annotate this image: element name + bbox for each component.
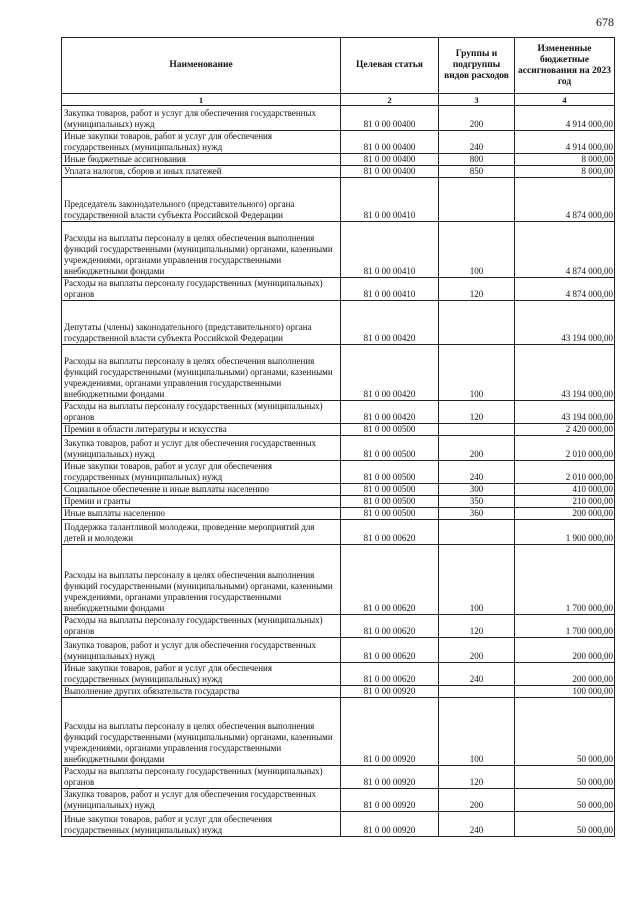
row-target-code: 81 0 00 00400: [341, 154, 439, 166]
row-target-code: 81 0 00 00410: [341, 222, 439, 278]
row-amount: 4 874 000,00: [515, 222, 615, 278]
table-row: [62, 520, 615, 545]
row-amount: 200 000,00: [515, 508, 615, 520]
row-target-code: 81 0 00 00500: [341, 424, 439, 436]
row-name: Закупка товаров, работ и услуг для обеспечения государственных (муниципальных) нужд: [62, 638, 341, 663]
row-amount: 43 194 000,00: [515, 301, 615, 345]
row-name: Иные закупки товаров, работ и услуг для обеспечения государственных (муниципальных) нужд: [62, 131, 341, 154]
row-target-code: 81 0 00 00920: [341, 686, 439, 698]
row-name: Расходы на выплаты персоналу государственных (муниципальных) органов: [62, 615, 341, 638]
row-group-code: 120: [439, 401, 515, 424]
table-row: [62, 766, 615, 789]
row-target-code: 81 0 00 00920: [341, 766, 439, 789]
row-target-code: 81 0 00 00400: [341, 166, 439, 178]
header-amount: Измененные бюджетные ассигнования на 2023 год: [515, 38, 615, 94]
row-group-code: 200: [439, 436, 515, 461]
row-group-code: 120: [439, 615, 515, 638]
row-group-code: 850: [439, 166, 515, 178]
column-number: 3: [439, 94, 515, 106]
row-group-code: 350: [439, 496, 515, 508]
row-group-code: 800: [439, 154, 515, 166]
table-row: [62, 345, 615, 401]
row-name: Председатель законодательного (представительного) органа государственной власти субъекта Российской Федерации: [62, 178, 341, 222]
row-amount: 50 000,00: [515, 766, 615, 789]
row-amount: 4 914 000,00: [515, 106, 615, 131]
header-row: [62, 38, 615, 94]
row-name: Расходы на выплаты персоналу в целях обеспечения выполнения функций государственными (муниципальными) органами, казенными учреждениями, органами управления государственными внебюджетными фондами: [62, 222, 341, 278]
row-target-code: 81 0 00 00420: [341, 345, 439, 401]
row-target-code: 81 0 00 00500: [341, 508, 439, 520]
header-name: Наименование: [62, 38, 341, 94]
table-row: [62, 222, 615, 278]
row-amount: 410 000,00: [515, 484, 615, 496]
row-target-code: 81 0 00 00400: [341, 131, 439, 154]
row-name: Поддержка талантливой молодежи, проведение мероприятий для детей и молодежи: [62, 520, 341, 545]
table-row: [62, 166, 615, 178]
row-amount: 50 000,00: [515, 698, 615, 766]
row-amount: 2 010 000,00: [515, 461, 615, 484]
row-name: Закупка товаров, работ и услуг для обеспечения государственных (муниципальных) нужд: [62, 789, 341, 812]
row-amount: 1 900 000,00: [515, 520, 615, 545]
row-group-code: 200: [439, 789, 515, 812]
table-row: [62, 698, 615, 766]
table-row: [62, 484, 615, 496]
budget-table: [61, 37, 615, 837]
row-target-code: 81 0 00 00920: [341, 698, 439, 766]
row-amount: 43 194 000,00: [515, 401, 615, 424]
row-group-code: 200: [439, 638, 515, 663]
row-target-code: 81 0 00 00420: [341, 401, 439, 424]
row-name: Расходы на выплаты персоналу государственных (муниципальных) органов: [62, 278, 341, 301]
row-amount: 50 000,00: [515, 812, 615, 837]
row-group-code: [439, 178, 515, 222]
row-group-code: 300: [439, 484, 515, 496]
table-row: [62, 615, 615, 638]
row-amount: 200 000,00: [515, 663, 615, 686]
row-amount: 4 874 000,00: [515, 178, 615, 222]
row-group-code: 120: [439, 766, 515, 789]
row-target-code: 81 0 00 00500: [341, 496, 439, 508]
row-name: Расходы на выплаты персоналу в целях обеспечения выполнения функций государственными (муниципальными) органами, казенными учреждениями, органами управления государственными внебюджетными фондами: [62, 345, 341, 401]
row-group-code: 240: [439, 663, 515, 686]
row-amount: 8 000,00: [515, 166, 615, 178]
row-name: Премии в области литературы и искусства: [62, 424, 341, 436]
row-target-code: 81 0 00 00410: [341, 178, 439, 222]
header-target: Целевая статья: [341, 38, 439, 94]
row-target-code: 81 0 00 00920: [341, 812, 439, 837]
row-group-code: 100: [439, 345, 515, 401]
row-amount: 2 420 000,00: [515, 424, 615, 436]
table-row: [62, 461, 615, 484]
row-target-code: 81 0 00 00620: [341, 638, 439, 663]
table-row: [62, 508, 615, 520]
row-group-code: 100: [439, 698, 515, 766]
row-group-code: 120: [439, 278, 515, 301]
row-name: Выполнение других обязательств государства: [62, 686, 341, 698]
row-group-code: 360: [439, 508, 515, 520]
table-body: [62, 106, 615, 837]
table-row: [62, 789, 615, 812]
table-row: [62, 106, 615, 131]
row-name: Расходы на выплаты персоналу государственных (муниципальных) органов: [62, 766, 341, 789]
row-target-code: 81 0 00 00400: [341, 106, 439, 131]
table-row: [62, 178, 615, 222]
table-row: [62, 278, 615, 301]
row-amount: 1 700 000,00: [515, 545, 615, 615]
row-amount: 4 914 000,00: [515, 131, 615, 154]
row-amount: 200 000,00: [515, 638, 615, 663]
table-row: [62, 496, 615, 508]
table-row: [62, 545, 615, 615]
table-row: [62, 424, 615, 436]
row-target-code: 81 0 00 00620: [341, 663, 439, 686]
row-group-code: 240: [439, 131, 515, 154]
column-number: 4: [515, 94, 615, 106]
table-row: [62, 154, 615, 166]
row-group-code: 240: [439, 461, 515, 484]
row-name: Уплата налогов, сборов и иных платежей: [62, 166, 341, 178]
row-name: Иные закупки товаров, работ и услуг для обеспечения государственных (муниципальных) нужд: [62, 461, 341, 484]
column-number: 2: [341, 94, 439, 106]
row-target-code: 81 0 00 00920: [341, 789, 439, 812]
row-name: Иные выплаты населению: [62, 508, 341, 520]
row-group-code: [439, 520, 515, 545]
row-group-code: [439, 301, 515, 345]
row-name: Расходы на выплаты персоналу в целях обеспечения выполнения функций государственными (муниципальными) органами, казенными учреждениями, органами управления государственными внебюджетными фондами: [62, 545, 341, 615]
row-target-code: 81 0 00 00620: [341, 545, 439, 615]
row-amount: 100 000,00: [515, 686, 615, 698]
row-group-code: 100: [439, 545, 515, 615]
table-row: [62, 401, 615, 424]
table-row: [62, 436, 615, 461]
page-number: 678: [596, 15, 614, 29]
row-name: Закупка товаров, работ и услуг для обеспечения государственных (муниципальных) нужд: [62, 436, 341, 461]
row-target-code: 81 0 00 00500: [341, 461, 439, 484]
row-amount: 8 000,00: [515, 154, 615, 166]
row-target-code: 81 0 00 00420: [341, 301, 439, 345]
row-amount: 4 874 000,00: [515, 278, 615, 301]
row-name: Иные закупки товаров, работ и услуг для обеспечения государственных (муниципальных) нужд: [62, 663, 341, 686]
table-row: [62, 301, 615, 345]
row-name: Расходы на выплаты персоналу государственных (муниципальных) органов: [62, 401, 341, 424]
row-name: Социальное обеспечение и иные выплаты населению: [62, 484, 341, 496]
row-amount: 2 010 000,00: [515, 436, 615, 461]
row-name: Иные закупки товаров, работ и услуг для обеспечения государственных (муниципальных) нужд: [62, 812, 341, 837]
row-name: Закупка товаров, работ и услуг для обеспечения государственных (муниципальных) нужд: [62, 106, 341, 131]
table-row: [62, 686, 615, 698]
row-name: Премии и гранты: [62, 496, 341, 508]
row-group-code: 200: [439, 106, 515, 131]
row-group-code: [439, 686, 515, 698]
row-target-code: 81 0 00 00620: [341, 520, 439, 545]
row-name: Депутаты (члены) законодательного (представительного) органа государственной власти субъекта Российской Федерации: [62, 301, 341, 345]
row-group-code: [439, 424, 515, 436]
row-amount: 210 000,00: [515, 496, 615, 508]
header-groups: Группы и подгруппы видов расходов: [439, 38, 515, 94]
table-row: [62, 638, 615, 663]
row-target-code: 81 0 00 00500: [341, 484, 439, 496]
row-group-code: 240: [439, 812, 515, 837]
row-target-code: 81 0 00 00410: [341, 278, 439, 301]
table-row: [62, 812, 615, 837]
row-name: Иные бюджетные ассигнования: [62, 154, 341, 166]
row-amount: 43 194 000,00: [515, 345, 615, 401]
column-number-row: [62, 94, 615, 106]
table-row: [62, 131, 615, 154]
row-amount: 50 000,00: [515, 789, 615, 812]
row-target-code: 81 0 00 00500: [341, 436, 439, 461]
row-group-code: 100: [439, 222, 515, 278]
row-target-code: 81 0 00 00620: [341, 615, 439, 638]
table-row: [62, 663, 615, 686]
column-number: 1: [62, 94, 341, 106]
row-name: Расходы на выплаты персоналу в целях обеспечения выполнения функций государственными (муниципальными) органами, казенными учреждениями, органами управления государственными внебюджетными фондами: [62, 698, 341, 766]
row-amount: 1 700 000,00: [515, 615, 615, 638]
